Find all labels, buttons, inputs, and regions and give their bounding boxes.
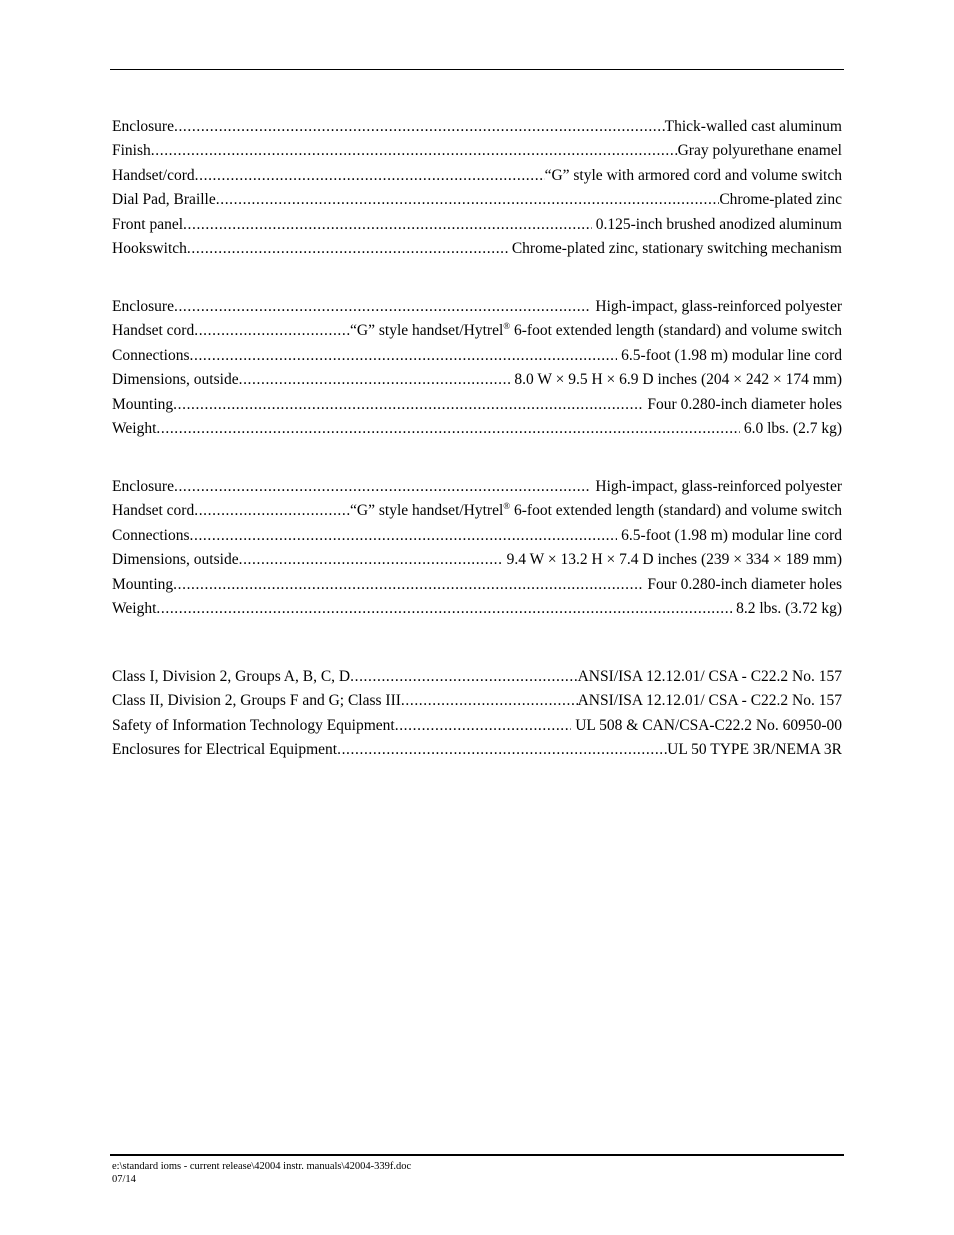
spec-value: High-impact, glass-reinforced polyester — [595, 478, 842, 495]
spec-value: 9.4 W × 13.2 H × 7.4 D inches (239 × 334 × 189 mm) — [506, 551, 842, 569]
footer-rule — [110, 1154, 844, 1156]
dot-leader — [239, 548, 503, 572]
spec-row — [112, 188, 842, 212]
spec-label: Enclosure — [112, 118, 174, 135]
header-rule — [110, 69, 844, 70]
spec-row — [112, 213, 842, 237]
spec-row — [112, 295, 842, 319]
spec-value: ANSI/ISA 12.12.01/ CSA - C22.2 No. 157 — [577, 668, 842, 685]
footer-date: 07/14 — [112, 1174, 136, 1185]
spec-label: Connections — [112, 346, 190, 364]
dot-leader — [239, 368, 511, 392]
spec-label: Dimensions, outside — [112, 551, 239, 569]
dot-leader — [174, 115, 665, 139]
dot-leader — [216, 188, 720, 212]
spec-value: Gray polyurethane enamel — [677, 142, 842, 160]
spec-value: Thick-walled cast aluminum — [664, 118, 842, 135]
spec-row — [112, 368, 842, 392]
certification-section — [112, 665, 842, 763]
dot-leader — [194, 319, 350, 343]
dot-leader — [187, 237, 508, 261]
spec-value: Four 0.280-inch diameter holes — [647, 575, 842, 593]
spec-label: Front panel — [112, 215, 184, 233]
spec-value — [350, 319, 842, 343]
spec-row — [112, 164, 842, 188]
spec-row — [112, 524, 842, 548]
spec-label: Dial Pad, Braille — [112, 191, 216, 209]
spec-label: Enclosures for Electrical Equipment — [112, 741, 338, 759]
spec-row — [112, 319, 842, 343]
dot-leader — [156, 597, 732, 621]
spec-row — [112, 689, 842, 713]
spec-row — [112, 573, 842, 597]
spec-row — [112, 237, 842, 261]
spec-value: High-impact, glass-reinforced polyester — [595, 298, 842, 315]
spec-section-3 — [112, 475, 842, 621]
spec-value — [350, 499, 842, 523]
spec-section-2 — [112, 295, 842, 441]
spec-value-part: 6-foot extended length (standard) and volume switch — [510, 502, 842, 520]
footer-file-path: e:\standard ioms - current release\42004 instr. manuals\42004-339f.doc — [112, 1161, 412, 1172]
spec-section-1 — [112, 115, 842, 261]
dot-leader — [350, 665, 577, 689]
dot-leader — [173, 573, 643, 597]
spec-value-part: “G” style handset/Hytrel — [350, 502, 504, 520]
spec-row — [112, 714, 842, 738]
spec-value-part: 6-foot extended length (standard) and volume switch — [510, 322, 842, 340]
dot-leader — [190, 344, 618, 368]
dot-leader — [195, 164, 545, 188]
spec-label: Handset/cord — [112, 166, 195, 184]
spec-value: 6.5-foot (1.98 m) modular line cord — [621, 526, 842, 544]
dot-leader — [190, 524, 618, 548]
spec-row — [112, 344, 842, 368]
spec-value: 6.0 lbs. (2.7 kg) — [743, 419, 842, 437]
spec-value: UL 508 & CAN/CSA-C22.2 No. 60950-00 — [575, 716, 842, 734]
spec-label: Mounting — [112, 395, 174, 413]
spec-label: Finish — [112, 142, 151, 160]
spec-value: ANSI/ISA 12.12.01/ CSA - C22.2 No. 157 — [577, 692, 842, 710]
spec-value: Chrome-plated zinc — [719, 191, 842, 209]
spec-value: 0.125-inch brushed anodized aluminum — [595, 215, 842, 233]
registered-mark: ® — [503, 321, 511, 332]
spec-label: Class I, Division 2, Groups A, B, C, D — [112, 668, 351, 685]
spec-row — [112, 499, 842, 523]
dot-leader — [194, 499, 350, 523]
spec-row — [112, 139, 842, 163]
spec-value: 8.2 lbs. (3.72 kg) — [736, 599, 842, 617]
spec-value: “G” style with armored cord and volume switch — [544, 166, 842, 184]
spec-label: Hookswitch — [112, 239, 187, 257]
dot-leader — [401, 689, 578, 713]
spec-row — [112, 115, 842, 139]
spec-value-part: “G” style handset/Hytrel — [350, 322, 504, 340]
dot-leader — [174, 295, 591, 319]
spec-label: Enclosure — [112, 298, 174, 315]
spec-value: Chrome-plated zinc, stationary switching mechanism — [511, 239, 842, 257]
spec-value: UL 50 TYPE 3R/NEMA 3R — [667, 741, 842, 759]
spec-label: Mounting — [112, 575, 174, 593]
spec-row — [112, 393, 842, 417]
spec-row — [112, 597, 842, 621]
spec-label: Handset cord — [112, 502, 195, 520]
spec-row — [112, 738, 842, 762]
spec-label: Safety of Information Technology Equipment — [112, 716, 395, 734]
dot-leader — [183, 213, 592, 237]
spec-label: Dimensions, outside — [112, 371, 239, 389]
spec-label: Connections — [112, 526, 190, 544]
dot-leader — [156, 417, 739, 441]
spec-row — [112, 665, 842, 689]
spec-row — [112, 417, 842, 441]
footer — [112, 1160, 411, 1186]
spec-row — [112, 548, 842, 572]
spec-label: Weight — [112, 419, 157, 437]
registered-mark: ® — [503, 501, 511, 512]
spec-value: 8.0 W × 9.5 H × 6.9 D inches (204 × 242 × 174 mm) — [514, 371, 842, 389]
spec-label: Weight — [112, 599, 157, 617]
spec-label: Handset cord — [112, 322, 195, 340]
spec-value: Four 0.280-inch diameter holes — [647, 395, 842, 413]
dot-leader — [174, 475, 591, 499]
spec-row — [112, 475, 842, 499]
spec-value: 6.5-foot (1.98 m) modular line cord — [621, 346, 842, 364]
spec-label: Enclosure — [112, 478, 174, 495]
dot-leader — [173, 393, 643, 417]
dot-leader — [395, 714, 571, 738]
dot-leader — [151, 139, 678, 163]
spec-label: Class II, Division 2, Groups F and G; Class III — [112, 692, 401, 710]
dot-leader — [337, 738, 667, 762]
